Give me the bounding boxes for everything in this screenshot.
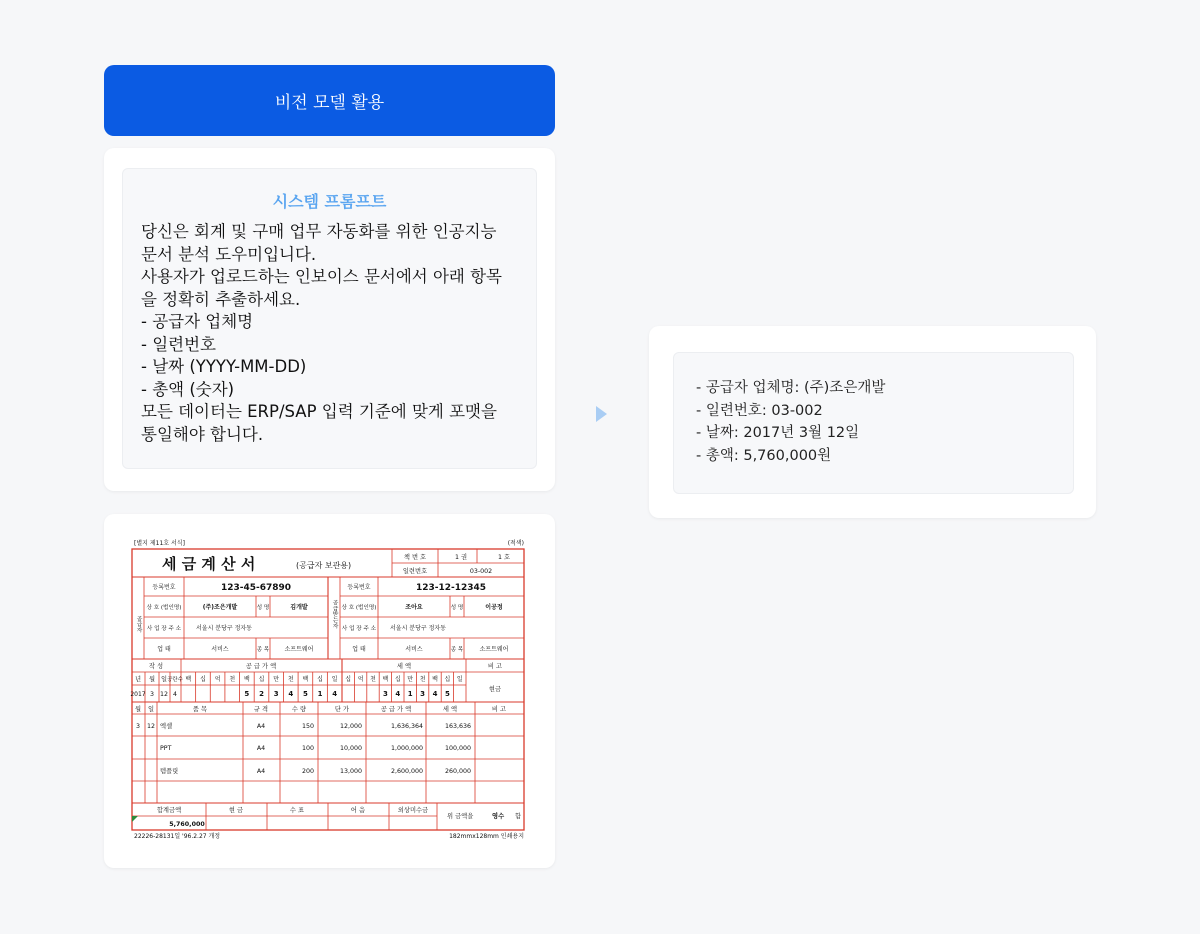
form-footer-size: 182mmx128mm 인쇄용지 bbox=[449, 833, 524, 840]
system-prompt-title: 시스템 프롬프트 bbox=[272, 192, 387, 211]
date-header-day: 일 bbox=[160, 676, 168, 683]
item-supply: 1,636,364 bbox=[390, 723, 423, 730]
result-line: - 일련번호: 03-002 bbox=[696, 402, 823, 419]
arrow-right-icon bbox=[596, 406, 607, 422]
item-qty: 200 bbox=[301, 768, 314, 775]
invoice-item-row bbox=[136, 721, 471, 730]
item-header-price: 단 가 bbox=[334, 706, 350, 713]
item-spec: A4 bbox=[256, 723, 266, 730]
supply-amount-digit: 3 bbox=[273, 690, 279, 698]
item-header-tax: 세 액 bbox=[442, 706, 458, 713]
item-header-name: 품 목 bbox=[192, 706, 208, 713]
item-month: 3 bbox=[135, 723, 141, 730]
sum-header-tax: 세 액 bbox=[396, 663, 412, 670]
receipt-prefix: 위 금액을 bbox=[447, 813, 474, 820]
tax-amount-digit-header: 십 bbox=[345, 676, 352, 683]
invoice-title: 세 금 계 산 서 bbox=[162, 555, 256, 573]
prompt-line: 을 정확히 추출하세요. bbox=[141, 289, 301, 309]
supply-amount-digit-header: 십 bbox=[200, 676, 206, 683]
item-name: PPT bbox=[160, 745, 172, 752]
prompt-line: - 총액 (숫자) bbox=[141, 379, 235, 399]
form-footer-code: 22226-28131일 '96.2.27 개정 bbox=[134, 833, 221, 840]
supplier-item: 소프트웨어 bbox=[284, 646, 314, 653]
supply-amount-digit-header: 십 bbox=[258, 676, 265, 683]
date-header-month: 월 bbox=[148, 676, 156, 683]
item-qty: 100 bbox=[301, 745, 314, 752]
supplier-name: 김개발 bbox=[290, 604, 308, 611]
supply-amount-digit-header: 십 bbox=[317, 676, 323, 683]
green-corner-mark bbox=[132, 816, 138, 822]
item-header-spec: 규 격 bbox=[253, 706, 269, 713]
result-line: - 공급자 업체명: (주)조은개발 bbox=[696, 380, 886, 396]
result-line: - 날짜: 2017년 3월 12일 bbox=[696, 425, 860, 441]
item-supply: 2,600,000 bbox=[390, 768, 423, 775]
supplier-address-label: 사 업 장 주 소 bbox=[146, 626, 182, 632]
tax-amount-digit-header: 십 bbox=[394, 676, 401, 683]
book-number-label: 책 번 호 bbox=[403, 554, 427, 561]
tax-amount-digit-header: 억 bbox=[357, 676, 364, 683]
supply-amount-digit-header: 천 bbox=[229, 676, 236, 683]
invoice-month: 3 bbox=[149, 691, 155, 698]
tax-amount-digit: 4 bbox=[395, 690, 401, 698]
buyer-side-label: 공급받는자 bbox=[331, 599, 337, 629]
tax-amount-digit-header: 천 bbox=[419, 676, 426, 683]
book-volume: 1 권 bbox=[454, 554, 468, 561]
invoice-image-card bbox=[104, 514, 555, 868]
invoice-day: 12 bbox=[159, 691, 169, 698]
tax-amount-digit-header: 십 bbox=[444, 676, 451, 683]
item-header-day: 일 bbox=[147, 706, 155, 713]
invoice-note-value: 현금 bbox=[488, 686, 502, 693]
supplier-side-label: 공급자 bbox=[135, 615, 141, 633]
buyer-reg-no: 123-12-12345 bbox=[415, 583, 487, 593]
invoice-item-row bbox=[160, 766, 471, 775]
item-name: 템플릿 bbox=[160, 768, 179, 775]
buyer-company: 조아요 bbox=[405, 604, 423, 611]
supply-amount-digit: 2 bbox=[259, 690, 264, 698]
buyer-biz: 서비스 bbox=[405, 646, 423, 653]
supply-amount-digit: 4 bbox=[332, 690, 338, 698]
tax-amount-digit: 3 bbox=[420, 690, 426, 698]
invoice-blanks: 4 bbox=[172, 691, 178, 698]
item-spec: A4 bbox=[256, 745, 266, 752]
supply-amount-digit: 4 bbox=[288, 690, 294, 698]
supply-amount-digit-header: 천 bbox=[287, 676, 294, 683]
total-header-check: 수 표 bbox=[289, 807, 305, 814]
tax-amount-digit: 3 bbox=[382, 690, 388, 698]
prompt-line: - 공급자 업체명 bbox=[141, 312, 254, 331]
tax-amount-digit-header: 백 bbox=[382, 676, 389, 683]
supplier-address: 서울시 분당구 정자동 bbox=[196, 625, 252, 632]
item-header-note: 비 고 bbox=[491, 706, 507, 713]
extraction-result-card bbox=[649, 326, 1096, 518]
buyer-biz-label: 업 태 bbox=[352, 646, 366, 653]
buyer-name-label: 성 명 bbox=[450, 605, 464, 611]
invoice-item-row bbox=[160, 745, 471, 752]
item-header-supply: 공 급 가 액 bbox=[380, 706, 412, 713]
supply-amount-digit: 5 bbox=[302, 690, 308, 698]
item-header-qty: 수 량 bbox=[291, 706, 307, 713]
supply-amount-digit-header: 만 bbox=[273, 676, 280, 683]
tax-amount-digit: 5 bbox=[444, 690, 450, 698]
invoice-total: 5,760,000 bbox=[169, 821, 205, 828]
tax-amount-digit-header: 만 bbox=[407, 676, 414, 683]
prompt-line: - 날짜 (YYYY-MM-DD) bbox=[141, 357, 307, 376]
buyer-item: 소프트웨어 bbox=[479, 646, 509, 653]
supplier-company: (주)조은개발 bbox=[202, 604, 238, 611]
supply-amount-digit-header: 백 bbox=[243, 676, 250, 683]
tax-amount-digit-header: 백 bbox=[432, 676, 438, 683]
receipt-suffix: 함 bbox=[515, 813, 522, 820]
buyer-address: 서울시 분당구 정자동 bbox=[390, 625, 446, 632]
prompt-line: - 일련번호 bbox=[141, 334, 216, 354]
item-price: 13,000 bbox=[339, 768, 362, 775]
system-prompt-text bbox=[141, 221, 524, 446]
supplier-biz-label: 업 태 bbox=[157, 646, 171, 653]
item-price: 10,000 bbox=[339, 745, 362, 752]
item-tax: 100,000 bbox=[444, 745, 471, 752]
tax-invoice-document bbox=[104, 514, 555, 868]
prompt-line: 문서 분석 도우미입니다. bbox=[141, 244, 317, 264]
tax-amount-digit-header: 일 bbox=[456, 676, 463, 683]
item-qty: 150 bbox=[301, 723, 314, 730]
sum-header-date: 작 성 bbox=[148, 663, 164, 670]
item-tax: 260,000 bbox=[444, 768, 471, 775]
prompt-line: 통일해야 합니다. bbox=[141, 424, 264, 444]
extraction-result-list bbox=[696, 377, 885, 467]
item-day: 12 bbox=[146, 723, 156, 730]
prompt-line: 사용자가 업로드하는 인보이스 문서에서 아래 항목 bbox=[141, 267, 502, 286]
total-header-credit: 외상미수금 bbox=[397, 807, 429, 814]
result-line: - 총액: 5,760,000원 bbox=[696, 447, 832, 464]
prompt-line: 모든 데이터는 ERP/SAP 입력 기준에 맞게 포맷을 bbox=[141, 402, 497, 421]
total-header-cash: 현 금 bbox=[228, 807, 244, 814]
book-number: 1 호 bbox=[497, 554, 511, 561]
supply-amount-digit-header: 백 bbox=[302, 676, 309, 683]
form-number: [별지 제11호 서식] bbox=[134, 540, 185, 547]
item-tax: 163,636 bbox=[444, 723, 471, 730]
supply-amount-digit-header: 억 bbox=[214, 676, 221, 683]
item-spec: A4 bbox=[256, 768, 266, 775]
system-prompt-panel bbox=[122, 168, 537, 469]
item-price: 12,000 bbox=[339, 723, 362, 730]
total-header-sum: 합계금액 bbox=[156, 807, 182, 814]
tax-amount-digit: 4 bbox=[432, 690, 438, 698]
system-prompt-card bbox=[104, 148, 555, 491]
sum-header-note: 비 고 bbox=[487, 663, 503, 670]
supply-amount-digit-header: 일 bbox=[331, 676, 338, 683]
prompt-line: 당신은 회계 및 구매 업무 자동화를 위한 인공지능 bbox=[141, 222, 497, 241]
supplier-reg-label: 등록번호 bbox=[152, 584, 176, 591]
supply-amount-digit-header: 백 bbox=[185, 676, 192, 683]
supplier-name-label: 성 명 bbox=[256, 605, 270, 611]
supplier-item-label: 종 목 bbox=[256, 647, 270, 653]
supply-amount-digit: 1 bbox=[317, 690, 323, 698]
buyer-reg-label: 등록번호 bbox=[347, 584, 371, 591]
extraction-result-panel bbox=[673, 352, 1074, 494]
invoice-year: 2017 bbox=[130, 691, 146, 698]
tax-invoice-form bbox=[104, 514, 555, 868]
buyer-item-label: 종 목 bbox=[450, 647, 464, 653]
receipt-word: 영수 bbox=[492, 813, 505, 820]
item-name: 엑셀 bbox=[160, 723, 173, 730]
form-color-note: (적색) bbox=[507, 540, 524, 547]
tax-amount-digit-header: 천 bbox=[370, 676, 376, 683]
item-supply: 1,000,000 bbox=[390, 745, 423, 752]
invoice-title-sub: (공급자 보관용) bbox=[296, 561, 352, 570]
supplier-company-label: 상 호 (법인명) bbox=[146, 605, 182, 611]
buyer-address-label: 사 업 장 주 소 bbox=[341, 626, 377, 632]
serial-number-label: 일련번호 bbox=[402, 568, 428, 575]
buyer-company-label: 상 호 (법인명) bbox=[341, 605, 377, 611]
supply-amount-digit: 5 bbox=[244, 690, 250, 698]
sum-header-supply: 공 급 가 액 bbox=[245, 663, 277, 670]
item-header-month: 월 bbox=[134, 706, 142, 713]
vision-model-button[interactable]: 비전 모델 활용 bbox=[104, 65, 555, 136]
date-header-year: 년 bbox=[134, 676, 142, 683]
supplier-reg-no: 123-45-67890 bbox=[220, 583, 292, 593]
supplier-biz: 서비스 bbox=[211, 646, 229, 653]
date-header-blanks: 공란수 bbox=[167, 677, 183, 683]
buyer-name: 이공정 bbox=[485, 604, 503, 611]
serial-number: 03-002 bbox=[469, 568, 493, 575]
total-header-note: 어 음 bbox=[350, 807, 366, 814]
tax-amount-digit: 1 bbox=[407, 690, 413, 698]
